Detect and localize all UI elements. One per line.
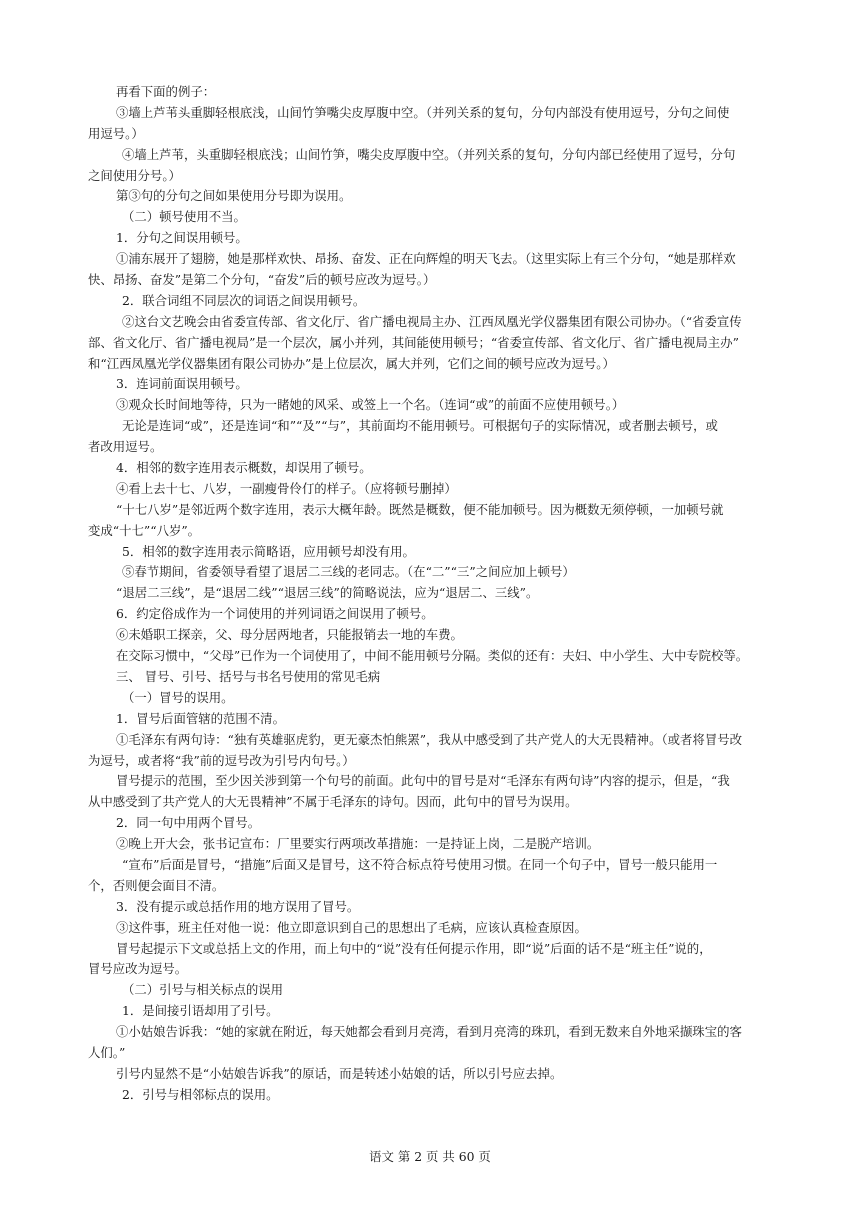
text-line: “退居二三线”，是“退居二线”“退居三线”的简略说法，应为“退居二、三线”。 — [116, 585, 539, 601]
text-line: 2．联合词组不同层次的词语之间误用顿号。 — [122, 292, 366, 308]
text-line: （二）顿号使用不当。 — [122, 209, 246, 225]
text-line: 为逗号，或者将“我”前的逗号改为引号内句号。） — [88, 752, 355, 768]
text-line: 在交际习惯中，“父母”已作为一个词使用了，中间不能用顿号分隔。类似的还有：夫妇、中小学生、大中专院校等。 — [116, 648, 749, 664]
text-line: ④看上去十七、八岁，一副瘦骨伶仃的样子。（应将顿号删掉） — [116, 480, 457, 496]
text-line: ①小姑娘告诉我：“她的家就在附近，每天她都会看到月亮湾，看到月亮湾的珠玑，看到无数来自外地采撷珠宝的客 — [116, 1024, 742, 1040]
text-line: “十七八岁”是邻近两个数字连用，表示大概年龄。既然是概数，便不能加顿号。因为概数无须停顿，一加顿号就 — [116, 501, 724, 517]
text-line: 5．相邻的数字连用表示简略语，应用顿号却没有用。 — [122, 543, 415, 559]
text-line: 1．分句之间误用顿号。 — [116, 230, 248, 246]
text-line: ④墙上芦苇，头重脚轻根底浅；山间竹笋，嘴尖皮厚腹中空。（并列关系的复句，分句内部已经使用了逗号，分句 — [122, 146, 736, 162]
text-line: 和“江西凤凰光学仪器集团有限公司协办”是上位层次，属大并列，它们之间的顿号应改为逗号。） — [88, 355, 615, 371]
text-line: 快、昂扬、奋发”是第二个分句，“奋发”后的顿号应改为逗号。） — [88, 272, 436, 288]
text-line: ③观众长时间地等待，只为一睹她的风采、或签上一个名。（连词“或”的前面不应使用顿号。） — [116, 397, 625, 413]
text-line: ②晚上开大会，张书记宣布：厂里要实行两项改革措施：一是持证上岗，二是脱产培训。 — [116, 836, 600, 852]
text-line: ①浦东展开了翅膀，她是那样欢快、昂扬、奋发、正在向辉煌的明天飞去。（这里实际上有三个分句，“她是那样欢 — [116, 251, 736, 267]
text-line: 2．同一句中用两个冒号。 — [116, 815, 261, 831]
text-line: 无论是连词“或”，还是连词“和”“及”“与”，其前面均不能用顿号。可根据句子的实际情况，或者删去顿号，或 — [122, 418, 718, 434]
text-line: 人们。” — [88, 1044, 126, 1060]
text-line: ⑤春节期间，省委领导看望了退居二三线的老同志。（在“二”“三”之间应加上顿号） — [122, 564, 575, 580]
text-line: （一）冒号的误用。 — [122, 689, 234, 705]
document-body — [88, 82, 778, 1106]
text-line: 6．约定俗成作为一个词使用的并列词语之间误用了顿号。 — [116, 606, 434, 622]
text-line: 3．连词前面误用顿号。 — [116, 376, 248, 392]
page-footer: 语文 第 2 页 共 60 页 — [369, 1149, 491, 1164]
text-line: 个，否则便会面目不清。 — [88, 877, 225, 893]
text-line: ③这件事，班主任对他一说：他立即意识到自己的思想出了毛病，应该认真检查原因。 — [116, 919, 587, 935]
text-line: 部、省文化厅、省广播电视局”是一个层次，属小并列，其间能使用顿号；“省委宣传部、省文化厅、省广播电视局主办” — [88, 334, 739, 350]
text-line: 者改用逗号。 — [88, 439, 163, 455]
text-line: 变成“十七”“八岁”。 — [88, 522, 201, 538]
text-line: ⑥未婚职工探亲，父、母分居两地者，只能报销去一地的车费。 — [116, 627, 463, 643]
text-line: （二）引号与相关标点的误用 — [122, 982, 284, 998]
text-line: 三、 冒号、引号、括号与书名号使用的常见毛病 — [116, 668, 381, 684]
text-line: “宣布”后面是冒号，“措施”后面又是冒号，这不符合标点符号使用习惯。在同一个句子中，冒号一般只能用一 — [122, 856, 718, 872]
text-line: 1．冒号后面管辖的范围不清。 — [116, 710, 285, 726]
text-line: 引号内显然不是“小姑娘告诉我”的原话，而是转述小姑娘的话，所以引号应去掉。 — [116, 1065, 563, 1081]
text-line: 冒号起提示下文或总括上文的作用，而上句中的“说”没有任何提示作用，即“说”后面的话不是“班主任”说的， — [116, 940, 712, 956]
text-line: 之间使用分号。） — [88, 167, 181, 183]
text-line: 再看下面的例子： — [116, 84, 216, 99]
text-line: 冒号应改为逗号。 — [88, 961, 188, 977]
text-line: 4．相邻的数字连用表示概数，却误用了顿号。 — [116, 460, 372, 476]
text-line: ③墙上芦苇头重脚轻根底浅，山间竹笋嘴尖皮厚腹中空。（并列关系的复句，分句内部没有使用逗号，分句之间使 — [116, 104, 730, 120]
text-line: 冒号提示的范围，至少因关涉到第一个句号的前面。此句中的冒号是对“毛泽东有两句诗”内容的提示，但是，“我 — [116, 773, 730, 789]
text-line: 1．是间接引语却用了引号。 — [122, 1003, 279, 1019]
text-line: 3．没有提示或总括作用的地方误用了冒号。 — [116, 898, 360, 914]
text-line: 从中感受到了共产党人的大无畏精神”不属于毛泽东的诗句。因而，此句中的冒号为误用。 — [88, 794, 578, 810]
text-line: 第③句的分句之间如果使用分号即为误用。 — [116, 188, 352, 204]
text-line: ①毛泽东有两句诗：“独有英雄驱虎豹，更无豪杰怕熊罴”，我从中感受到了共产党人的大无畏精神。（或者将冒号改 — [116, 731, 742, 747]
text-line: 2．引号与相邻标点的误用。 — [122, 1086, 279, 1102]
text-line: 用逗号。） — [88, 125, 144, 141]
text-line: ②这台文艺晚会由省委宣传部、省文化厅、省广播电视局主办、江西凤凰光学仪器集团有限公司协办。（“省委宣传 — [122, 313, 742, 329]
